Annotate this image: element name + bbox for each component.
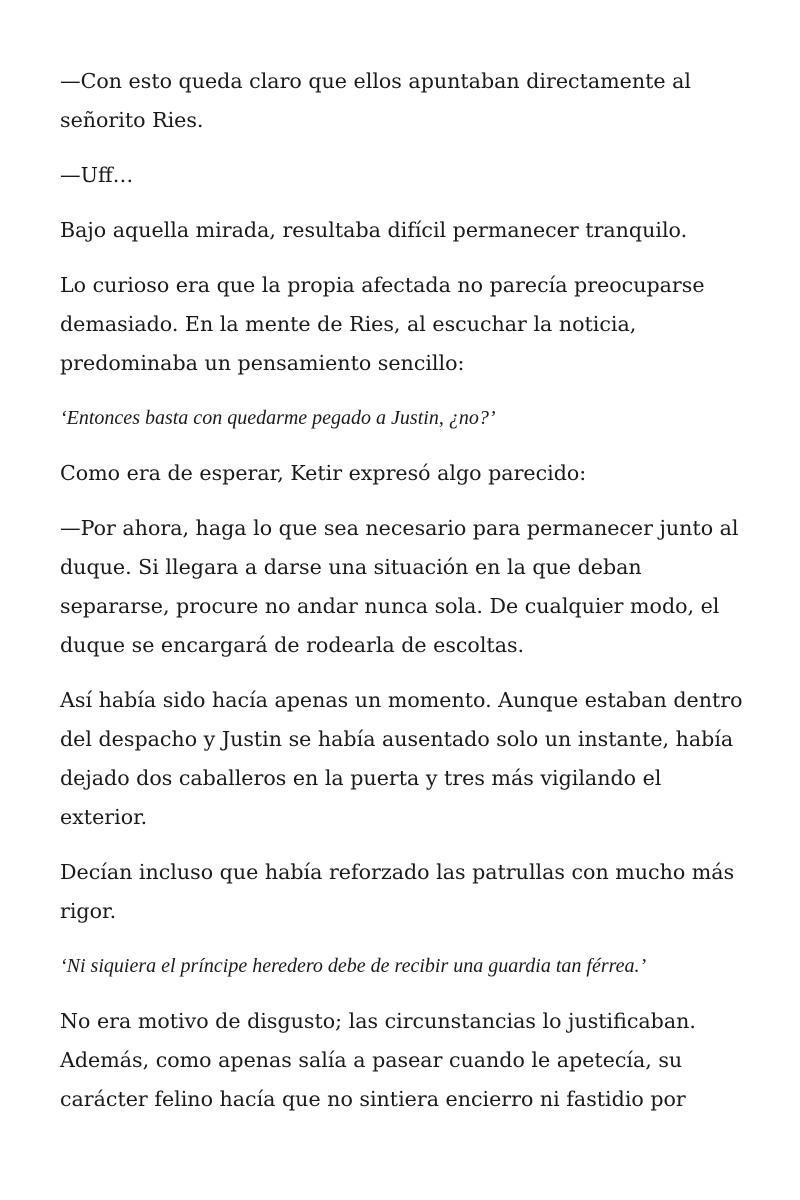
page-text bbox=[60, 62, 750, 1119]
thought-paragraph: ‘Entonces basta con quedarme pegado a Justin, ¿no?’ bbox=[60, 407, 496, 429]
dialogue-paragraph: —Por ahora, haga lo que sea necesario para permanecer junto al duque. Si llegara a darse una situación en la que deban separarse, procure no andar nunca sola. De cualquier modo, el duque se encargará de rodearla de escoltas. bbox=[60, 516, 739, 657]
dialogue-paragraph: —Con esto queda claro que ellos apuntaban directamente al señorito Ries. bbox=[60, 69, 691, 132]
narration-paragraph: No era motivo de disgusto; las circunstancias lo justificaban. Además, como apenas salía a pasear cuando le apetecía, su carácter felino hacía que no sintiera encierro ni fastidio por bbox=[60, 1009, 696, 1111]
narration-paragraph: Lo curioso era que la propia afectada no parecía preocuparse demasiado. En la mente de Ries, al escuchar la noticia, predominaba un pensamiento sencillo: bbox=[60, 273, 705, 375]
narration-paragraph: Decían incluso que había reforzado las patrullas con mucho más rigor. bbox=[60, 860, 735, 923]
dialogue-paragraph: —Uff… bbox=[60, 163, 134, 187]
thought-paragraph: ‘Ni siquiera el príncipe heredero debe de recibir una guardia tan férrea.’ bbox=[60, 955, 647, 977]
narration-paragraph: Como era de esperar, Ketir expresó algo parecido: bbox=[60, 461, 587, 485]
narration-paragraph: Bajo aquella mirada, resultaba difícil permanecer tranquilo. bbox=[60, 218, 688, 242]
narration-paragraph: Así había sido hacía apenas un momento. Aunque estaban dentro del despacho y Justin se había ausentado solo un instante, había dejado dos caballeros en la puerta y tres más vigilando el exterior. bbox=[60, 688, 743, 829]
